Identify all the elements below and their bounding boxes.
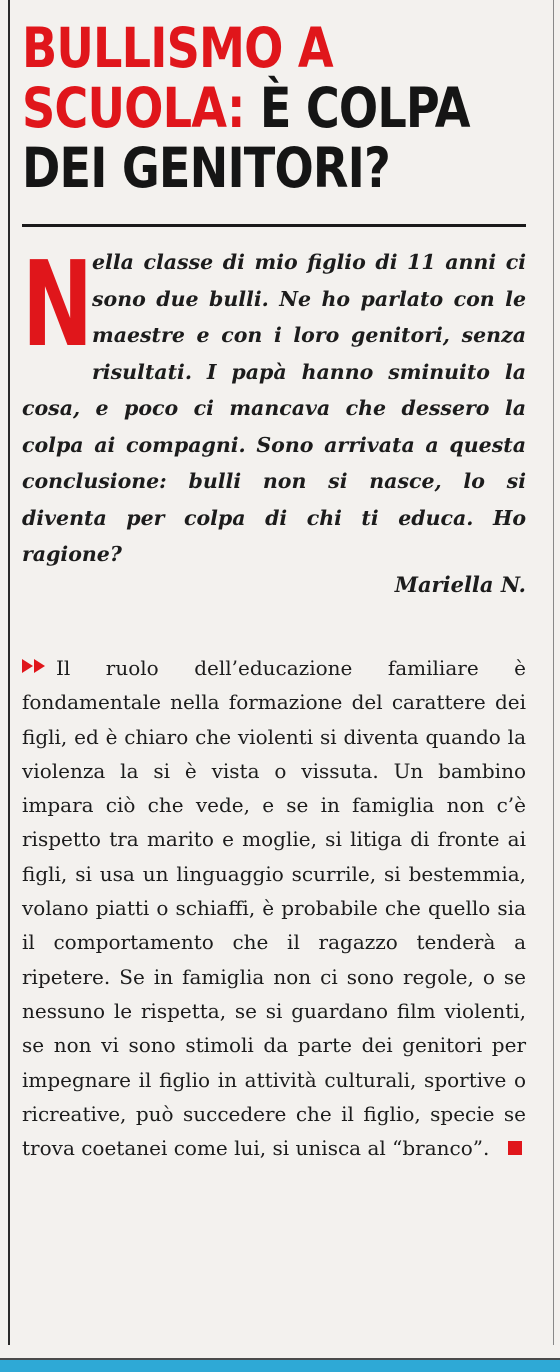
editor-answer [22, 650, 526, 1165]
headline-divider [22, 224, 526, 227]
red-square-end-icon [508, 1141, 522, 1155]
headline-line-3: DEI GENITORI? [22, 136, 390, 200]
letter-signature: Mariella N. [394, 572, 526, 597]
page-bottom-band [0, 1360, 560, 1372]
article-headline [22, 16, 470, 200]
left-column-rule [8, 0, 10, 1345]
editor-answer-text: Il ruolo dell’educazione familiare è fondamentale nella formazione del carattere dei figli, ed è chiaro che violenti si diventa quando la violenza la si è vista o vissuta. Un bambino impara ciò che vede, e se in famiglia non c’è rispetto tra marito e moglie, si litiga di fronte ai figli, si usa un linguaggio scurrile, si bestemmia, volano piatti o schiaffi, è probabile che quello sia il comportamento che il ragazzo tenderà a ripetere. Se in famiglia non ci sono regole, o se nessuno le rispetta, se si guardano film violenti, se non vi sono stimoli da parte dei genitori per impegnare il figlio in attività culturali, sportive o ricreative, può succedere che il figlio, specie se trova coetanei come lui, si unisca al “branco”. [22, 656, 526, 1161]
reader-letter [22, 235, 526, 573]
headline-line-1: BULLISMO A [22, 16, 333, 80]
drop-cap: N [22, 235, 94, 373]
headline-line-2-red: SCUOLA: [22, 76, 245, 140]
headline-line-2-black: È COLPA [244, 76, 470, 140]
right-column-rule [553, 0, 554, 1345]
reader-letter-text: ella classe di mio figlio di 11 anni ci sono due bulli. Ne ho parlato con le maestre e con i loro genitori, senza risultati. I papà hanno sminuito la cosa, e poco ci mancava che dessero la colpa ai compagni. Sono arrivata a questa conclusione: bulli non si nasce, lo si diventa per colpa di chi ti educa. Ho ragione? [22, 250, 526, 566]
double-arrow-right-icon [22, 650, 48, 684]
